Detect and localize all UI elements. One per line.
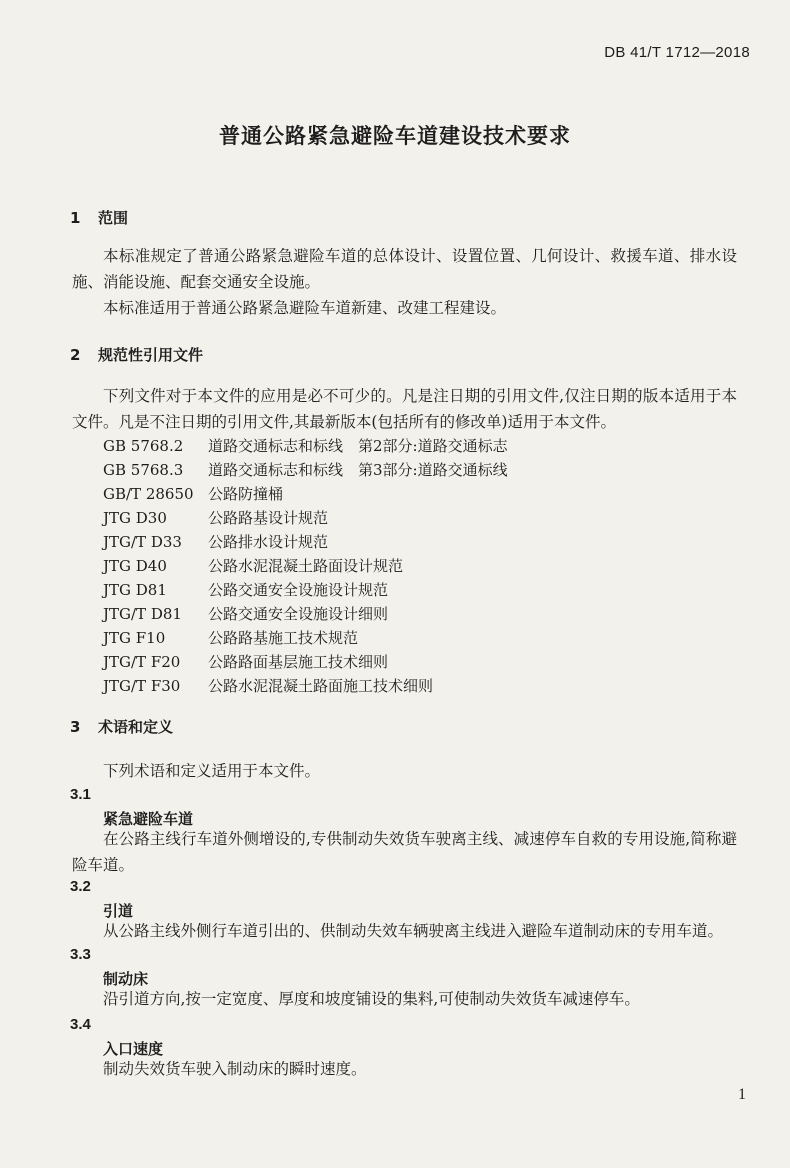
reference-code: JTG D30 (103, 509, 167, 527)
reference-item (103, 483, 283, 504)
reference-item (103, 459, 508, 480)
reference-code: JTG/T F30 (103, 677, 181, 695)
reference-code: JTG/T F20 (103, 653, 181, 671)
reference-code: GB 5768.3 (103, 461, 184, 479)
normative-intro: 下列文件对于本文件的应用是必不可少的。凡是注日期的引用文件,仅注日期的版本适用于本文件。凡是不注日期的引用文件,其最新版本(包括所有的修改单)适用于本文件。 (72, 387, 737, 431)
document-title: 普通公路紧急避险车道建设技术要求 (219, 124, 571, 148)
document-code: DB 41/T 1712—2018 (604, 44, 750, 61)
section-number: 3 (70, 718, 81, 736)
reference-title: 公路路面基层施工技术细则 (208, 653, 389, 671)
reference-item (103, 603, 388, 624)
reference-item (103, 555, 403, 576)
section-heading-scope (70, 207, 128, 228)
reference-title: 公路水泥混凝土路面设计规范 (208, 557, 404, 575)
term-name: 引道 (103, 902, 134, 920)
term-name: 入口速度 (103, 1040, 164, 1058)
reference-code: GB/T 28650 (103, 485, 194, 503)
terms-intro: 下列术语和定义适用于本文件。 (103, 762, 321, 780)
section-number: 1 (70, 209, 81, 227)
section-title: 范围 (98, 209, 129, 227)
reference-item (103, 435, 508, 456)
reference-title: 公路排水设计规范 (208, 533, 329, 551)
reference-title: 公路防撞桶 (208, 485, 284, 503)
term-definition: 从公路主线外侧行车道引出的、供制动失效车辆驶离主线进入避险车道制动床的专用车道。 (103, 922, 724, 940)
section-heading-normative (70, 344, 203, 365)
clause-number: 3.2 (70, 878, 91, 895)
reference-code: GB 5768.2 (103, 437, 184, 455)
term-definition: 制动失效货车驶入制动床的瞬时速度。 (103, 1060, 367, 1078)
reference-title: 道路交通标志和标线 第2部分:道路交通标志 (208, 437, 508, 455)
term-name: 紧急避险车道 (103, 810, 194, 828)
reference-code: JTG F10 (103, 629, 166, 647)
page-number: 1 (738, 1086, 746, 1103)
reference-item (103, 507, 328, 528)
reference-item (103, 579, 388, 600)
reference-item (103, 531, 328, 552)
section-heading-terms (70, 716, 173, 737)
reference-title: 公路交通安全设施设计规范 (208, 581, 389, 599)
term-definition: 沿引道方向,按一定宽度、厚度和坡度铺设的集料,可使制动失效货车减速停车。 (103, 990, 640, 1008)
reference-code: JTG/T D33 (103, 533, 182, 551)
clause-number: 3.3 (70, 946, 91, 963)
reference-item (103, 675, 433, 696)
reference-item (103, 627, 358, 648)
section-number: 2 (70, 346, 81, 364)
reference-title: 公路路基施工技术规范 (208, 629, 359, 647)
reference-code: JTG/T D81 (103, 605, 182, 623)
section-title: 规范性引用文件 (98, 346, 204, 364)
section-title: 术语和定义 (98, 718, 174, 736)
clause-number: 3.1 (70, 786, 91, 803)
term-name: 制动床 (103, 970, 149, 988)
term-definition: 在公路主线行车道外侧增设的,专供制动失效货车驶离主线、减速停车自救的专用设施,简称避险车道。 (72, 830, 737, 874)
reference-code: JTG D40 (103, 557, 167, 575)
reference-code: JTG D81 (103, 581, 167, 599)
clause-number: 3.4 (70, 1016, 91, 1033)
reference-item (103, 651, 388, 672)
scope-paragraph-1: 本标准规定了普通公路紧急避险车道的总体设计、设置位置、几何设计、救援车道、排水设施、消能设施、配套交通安全设施。 (72, 247, 737, 291)
reference-title: 公路路基设计规范 (208, 509, 329, 527)
scope-paragraph-2: 本标准适用于普通公路紧急避险车道新建、改建工程建设。 (103, 299, 507, 317)
reference-title: 公路交通安全设施设计细则 (208, 605, 389, 623)
reference-title: 公路水泥混凝土路面施工技术细则 (208, 677, 434, 695)
reference-title: 道路交通标志和标线 第3部分:道路交通标线 (208, 461, 508, 479)
